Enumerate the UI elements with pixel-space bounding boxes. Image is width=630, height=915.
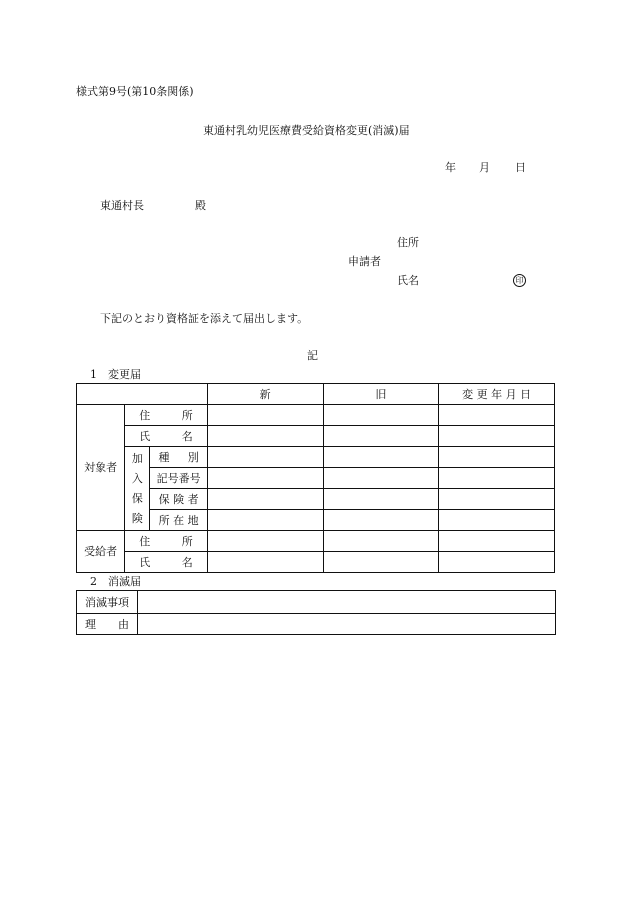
location-date[interactable] — [439, 510, 555, 531]
insurance-vertical-label — [125, 447, 150, 531]
insurance-char: 険 — [131, 511, 143, 525]
termination-reason-label: 理 由 — [77, 614, 138, 635]
applicant-address-label: 住所 — [397, 236, 419, 249]
table-row — [77, 614, 556, 635]
insurance-char: 入 — [131, 471, 143, 485]
subject-name-old[interactable] — [323, 426, 439, 447]
insurer-label: 保 険 者 — [150, 489, 207, 510]
insurance-char: 加 — [131, 451, 143, 465]
insurer-old[interactable] — [323, 489, 439, 510]
table-row — [77, 531, 555, 552]
location-new[interactable] — [207, 510, 323, 531]
subject-address-label: 住 所 — [125, 405, 208, 426]
insurance-type-old[interactable] — [323, 447, 439, 468]
seal-icon: 印 — [513, 274, 526, 287]
termination-table — [76, 590, 556, 635]
insurer-new[interactable] — [207, 489, 323, 510]
subject-address-old[interactable] — [323, 405, 439, 426]
recipient-name-new[interactable] — [207, 552, 323, 573]
change-table — [76, 383, 555, 573]
table-row — [77, 447, 555, 468]
applicant-name-label: 氏名 — [397, 274, 419, 287]
table-row — [77, 426, 555, 447]
date-day-label: 日 — [515, 161, 526, 174]
insurance-char: 保 — [131, 491, 143, 505]
symbol-number-old[interactable] — [323, 468, 439, 489]
recipient-name-label: 氏 名 — [125, 552, 208, 573]
insurance-type-label: 種 別 — [150, 447, 207, 468]
table-row — [77, 591, 556, 614]
recipient-address-date[interactable] — [439, 531, 555, 552]
applicant-role-label: 申請者 — [348, 255, 381, 268]
section1-heading: 1 変更届 — [90, 368, 141, 381]
insurance-type-date[interactable] — [439, 447, 555, 468]
subject-name-label: 氏 名 — [125, 426, 208, 447]
location-label: 所 在 地 — [150, 510, 207, 531]
termination-item-value[interactable] — [138, 591, 556, 614]
form-title: 東通村乳幼児医療費受給資格変更(消滅)届 — [203, 124, 410, 137]
header-old: 旧 — [323, 384, 439, 405]
addressee-honorific: 殿 — [195, 199, 206, 212]
section2-heading: 2 消滅届 — [90, 575, 141, 588]
header-new: 新 — [207, 384, 323, 405]
recipient-label: 受給者 — [77, 531, 125, 573]
recipient-name-date[interactable] — [439, 552, 555, 573]
subject-name-new[interactable] — [207, 426, 323, 447]
header-change-date: 変 更 年 月 日 — [439, 384, 555, 405]
subject-name-date[interactable] — [439, 426, 555, 447]
addressee-name: 東通村長 — [100, 199, 144, 212]
ki-label: 記 — [307, 349, 318, 362]
subject-address-date[interactable] — [439, 405, 555, 426]
termination-item-label: 消滅事項 — [77, 591, 138, 614]
recipient-address-new[interactable] — [207, 531, 323, 552]
recipient-address-label: 住 所 — [125, 531, 208, 552]
body-text: 下記のとおり資格証を添えて届出します。 — [100, 312, 309, 325]
date-month-label: 月 — [479, 161, 490, 174]
symbol-number-new[interactable] — [207, 468, 323, 489]
form-number: 様式第9号(第10条関係) — [76, 85, 194, 98]
insurance-type-new[interactable] — [207, 447, 323, 468]
subject-label: 対象者 — [77, 405, 125, 531]
symbol-number-date[interactable] — [439, 468, 555, 489]
table-header-row — [77, 384, 555, 405]
table-row — [77, 405, 555, 426]
date-year-label: 年 — [445, 161, 456, 174]
recipient-address-old[interactable] — [323, 531, 439, 552]
location-old[interactable] — [323, 510, 439, 531]
header-blank-cell — [77, 384, 208, 405]
symbol-number-label: 記号番号 — [150, 468, 207, 489]
table-row — [77, 552, 555, 573]
subject-address-new[interactable] — [207, 405, 323, 426]
termination-reason-value[interactable] — [138, 614, 556, 635]
recipient-name-old[interactable] — [323, 552, 439, 573]
insurer-date[interactable] — [439, 489, 555, 510]
